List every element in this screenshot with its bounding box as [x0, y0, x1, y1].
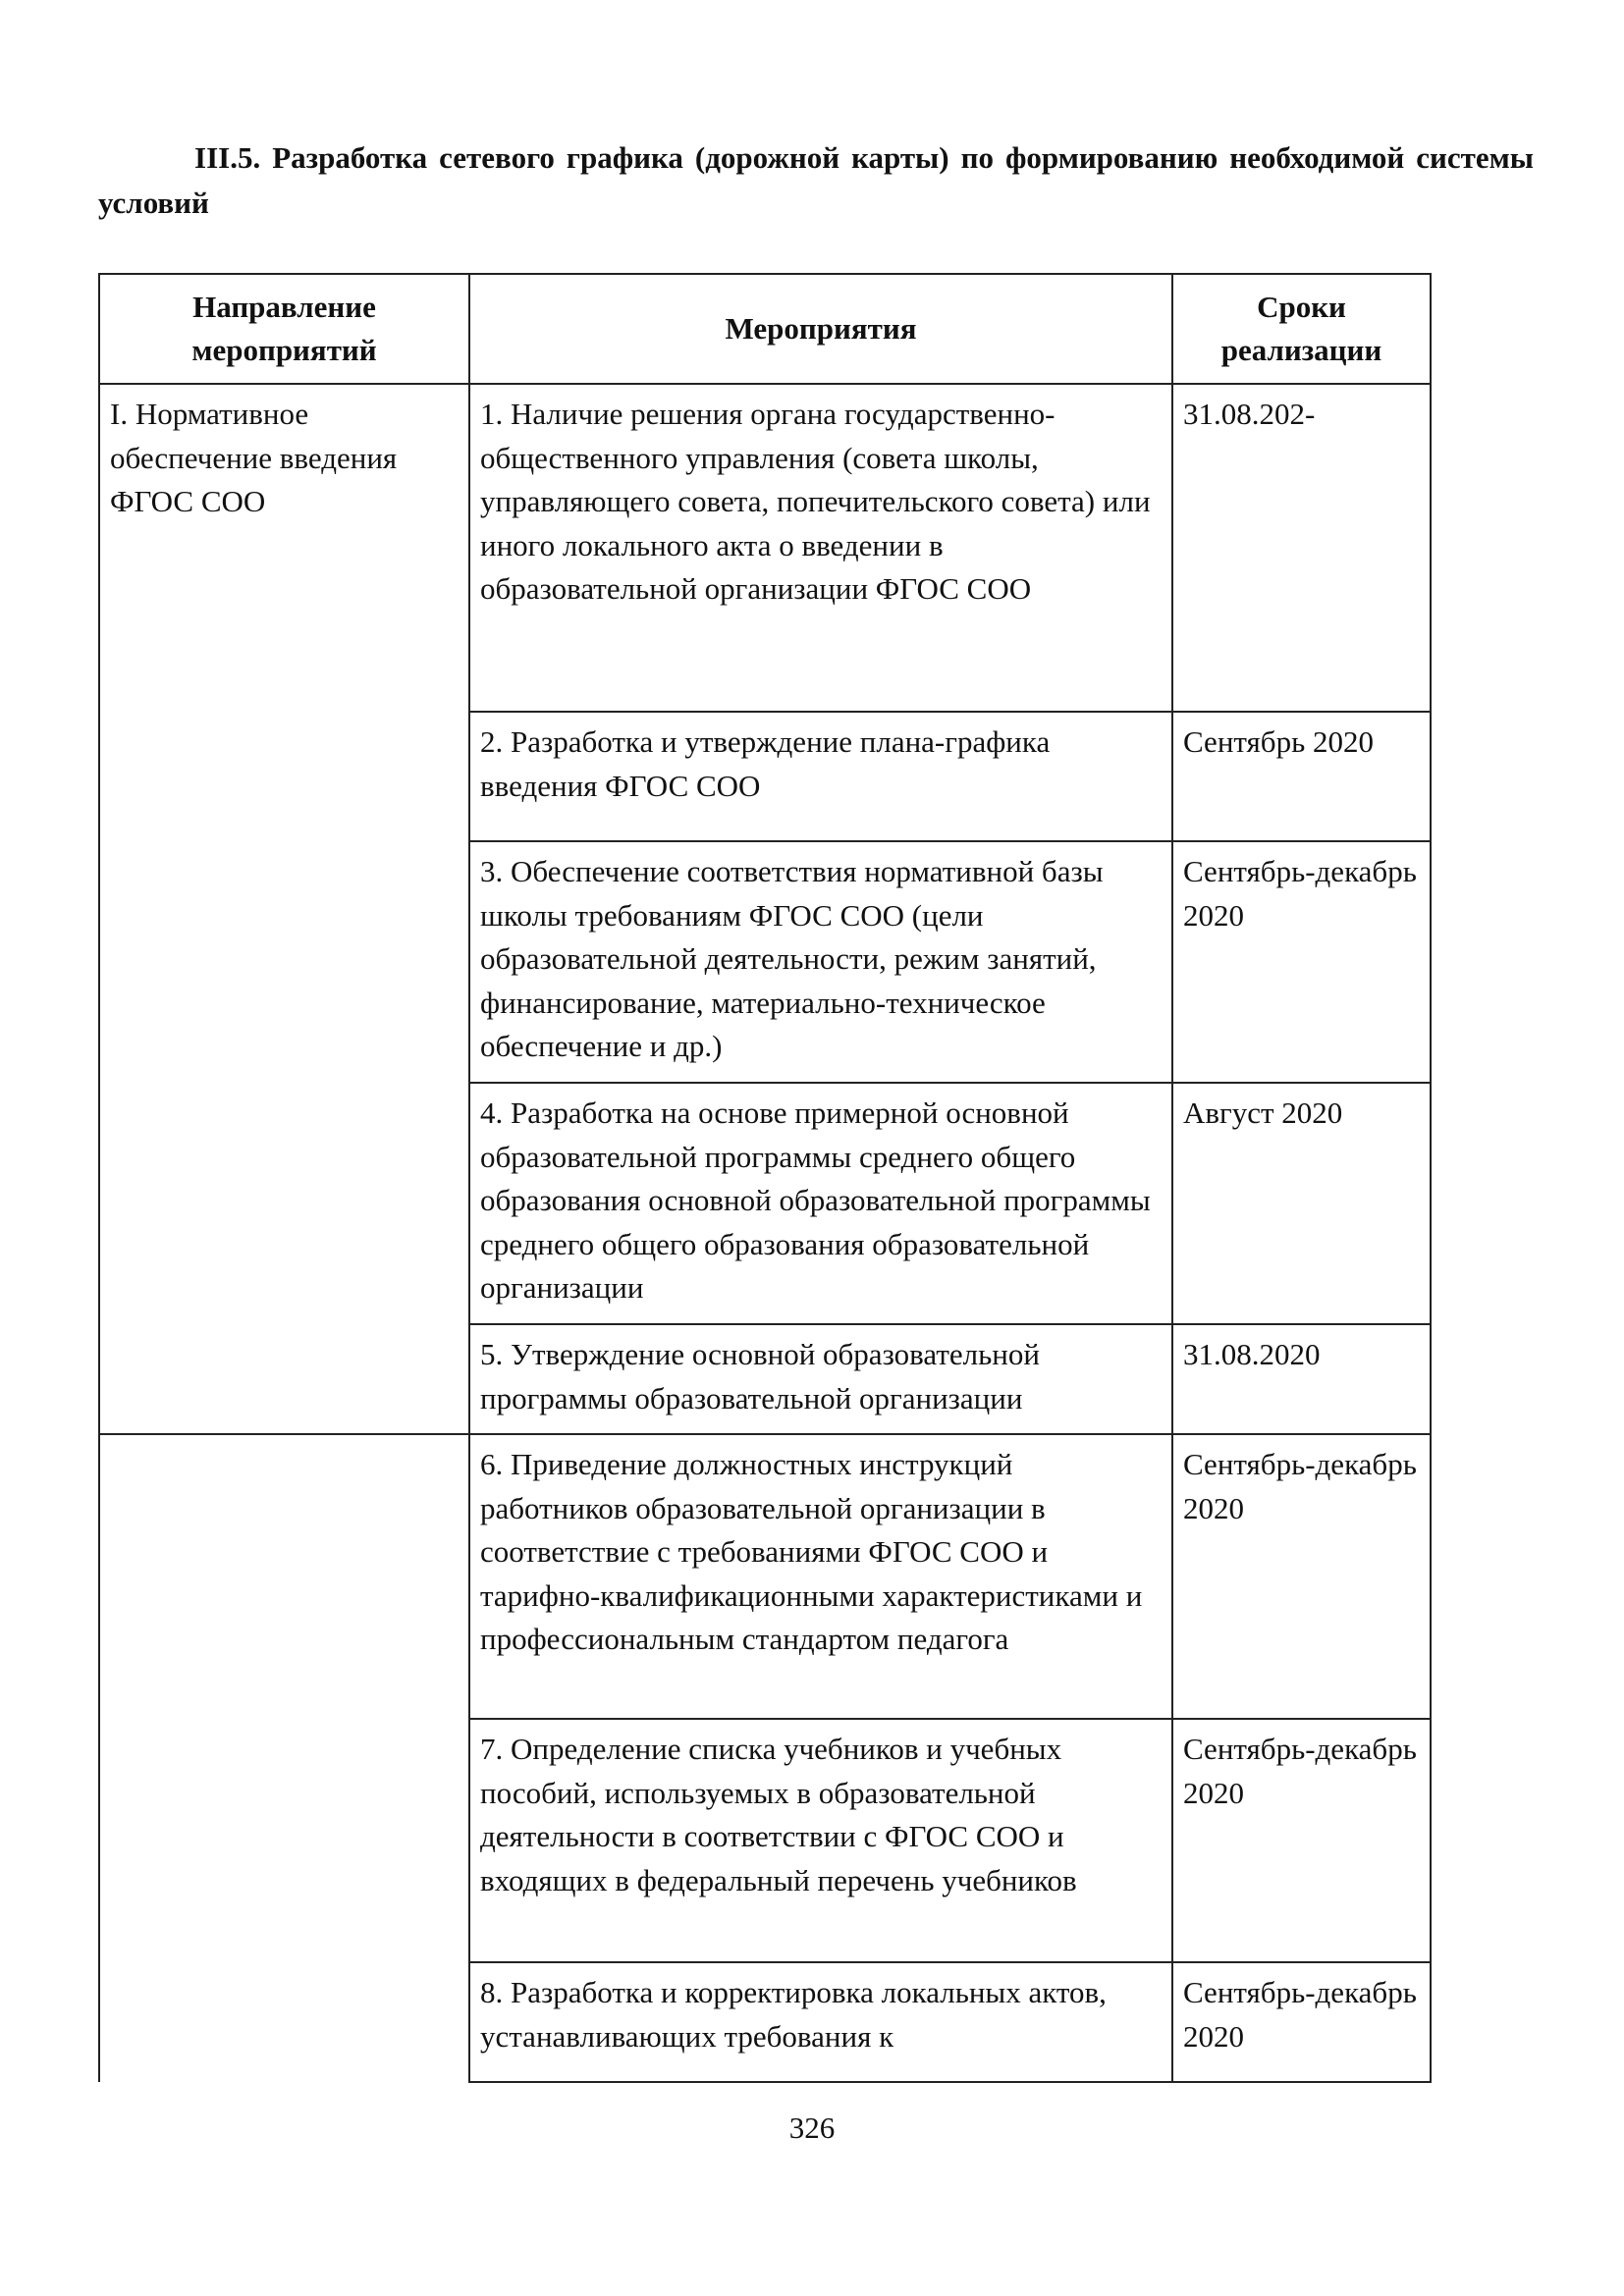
header-deadline: Сроки реализации: [1172, 274, 1431, 384]
event-cell: 8. Разработка и корректировка локальных актов, устанавливающих требования к: [469, 1962, 1172, 2082]
table-row: [99, 384, 1431, 712]
direction-cell-empty: [99, 1434, 469, 2082]
deadline-cell: 31.08.2020: [1172, 1324, 1431, 1434]
event-cell: 1. Наличие решения органа государственно-общественного управления (совета школы, управляющего совета, попечительского совета) или иного локального акта о введении в образовательной организации ФГОС СОО: [469, 384, 1172, 712]
table-row: [99, 1434, 1431, 1719]
event-cell: 7. Определение списка учебников и учебных пособий, используемых в образовательной деятельности в соответствии с ФГОС СОО и входящих в федеральный перечень учебников: [469, 1719, 1172, 1962]
deadline-cell: Сентябрь 2020: [1172, 712, 1431, 841]
section-heading: [98, 135, 1534, 226]
deadline-cell: Август 2020: [1172, 1083, 1431, 1324]
event-cell: 5. Утверждение основной образовательной программы образовательной организации: [469, 1324, 1172, 1434]
header-events: Мероприятия: [469, 274, 1172, 384]
deadline-cell: Сентябрь-декабрь 2020: [1172, 1434, 1431, 1719]
table-header-row: [99, 274, 1431, 384]
page-number: 326: [788, 2110, 836, 2145]
event-cell: 4. Разработка на основе примерной основной образовательной программы среднего общего образования основной образовательной программы среднего общего образования образовательной организации: [469, 1083, 1172, 1324]
deadline-cell: Сентябрь-декабрь 2020: [1172, 841, 1431, 1083]
deadline-cell: Сентябрь-декабрь 2020: [1172, 1962, 1431, 2082]
event-cell: 2. Разработка и утверждение плана-графика введения ФГОС СОО: [469, 712, 1172, 841]
event-cell: 3. Обеспечение соответствия нормативной базы школы требованиям ФГОС СОО (цели образовательной деятельности, режим занятий, финансирование, материально-техническое обеспечение и др.): [469, 841, 1172, 1083]
section-heading-text: III.5. Разработка сетевого графика (дорожной карты) по формированию необходимой системы условий: [98, 140, 1534, 220]
roadmap-table: [98, 273, 1432, 2083]
deadline-cell: Сентябрь-декабрь 2020: [1172, 1719, 1431, 1962]
direction-cell: I. Нормативное обеспечение введения ФГОС СОО: [99, 384, 469, 1434]
deadline-cell: 31.08.202-: [1172, 384, 1431, 712]
event-cell: 6. Приведение должностных инструкций работников образовательной организации в соответствие с требованиями ФГОС СОО и тарифно-квалификационными характеристиками и профессиональным стандартом педагога: [469, 1434, 1172, 1719]
header-direction: Направление мероприятий: [99, 274, 469, 384]
